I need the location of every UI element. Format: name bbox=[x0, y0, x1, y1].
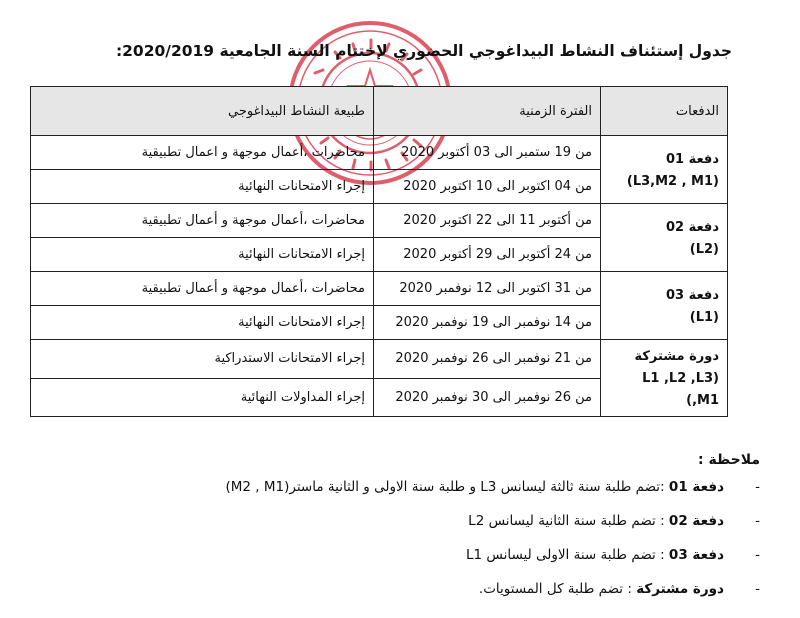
batch-cell bbox=[601, 136, 728, 204]
note-label: دفعة 01 bbox=[668, 479, 724, 495]
activity-cell: إجراء الامتحانات النهائية bbox=[31, 170, 374, 204]
list-dash: - bbox=[755, 581, 760, 597]
activity-cell: إجراء الامتحانات النهائية bbox=[31, 306, 374, 340]
batch-cell bbox=[601, 340, 728, 417]
table-header-row bbox=[31, 87, 728, 136]
notes-list bbox=[120, 470, 760, 606]
period-cell: من أكتوبر 11 الى 22 اكتوبر 2020 bbox=[374, 204, 601, 238]
list-dash: - bbox=[755, 513, 760, 529]
activity-cell: محاضرات ،أعمال موجهة و اعمال تطبيقية bbox=[31, 136, 374, 170]
table-row bbox=[31, 272, 728, 306]
activity-cell: إجراء الامتحانات النهائية bbox=[31, 238, 374, 272]
batch-levels: (L2) bbox=[689, 241, 719, 257]
list-item bbox=[120, 572, 760, 606]
batch-cell bbox=[601, 204, 728, 272]
table-row bbox=[31, 340, 728, 379]
list-item bbox=[120, 538, 760, 572]
note-label: دفعة 02 bbox=[668, 513, 724, 529]
page-title: جدول إستئناف النشاط البيداغوجي الحضوري لإختتام السنة الجامعية 2020/2019: bbox=[115, 42, 732, 60]
list-dash: - bbox=[755, 547, 760, 563]
activity-cell: محاضرات ،أعمال موجهة و أعمال تطبيقية bbox=[31, 204, 374, 238]
header-activity-type: طبيعة النشاط البيداغوجي bbox=[31, 87, 374, 136]
list-item bbox=[120, 504, 760, 538]
batch-name: دفعة 01 bbox=[665, 151, 719, 167]
period-cell: من 21 نوفمبر الى 26 نوفمبر 2020 bbox=[374, 340, 601, 379]
batch-cell bbox=[601, 272, 728, 340]
list-item bbox=[120, 470, 760, 504]
batch-name: دفعة 02 bbox=[665, 219, 719, 235]
list-dash: - bbox=[755, 479, 760, 495]
schedule-table bbox=[30, 86, 728, 417]
activity-cell: إجراء الامتحانات الاستدراكية bbox=[31, 340, 374, 379]
period-cell: من 19 ستمبر الى 03 أكتوبر 2020 bbox=[374, 136, 601, 170]
batch-levels: (L3,M2 , M1) bbox=[626, 173, 719, 189]
note-text: : تضم طلبة سنة الاولى ليسانس L1 bbox=[465, 547, 669, 563]
period-cell: من 31 اكتوبر الى 12 نوفمبر 2020 bbox=[374, 272, 601, 306]
note-label: دورة مشتركة bbox=[636, 581, 724, 597]
batch-levels: (L1) bbox=[689, 309, 719, 325]
batch-name: دورة مشتركة bbox=[634, 349, 719, 364]
notes-heading: ملاحظة : bbox=[698, 452, 760, 468]
note-text: : تضم طلبة كل المستويات. bbox=[478, 581, 637, 597]
batch-name: دفعة 03 bbox=[665, 287, 719, 303]
period-cell: من 24 أكتوبر الى 29 أكتوبر 2020 bbox=[374, 238, 601, 272]
header-period: الفترة الزمنية bbox=[374, 87, 601, 136]
table-row bbox=[31, 204, 728, 238]
header-batch: الدفعات bbox=[601, 87, 728, 136]
note-text: : تضم طلبة سنة الثانية ليسانس L2 bbox=[468, 513, 669, 529]
activity-cell: إجراء المداولات النهائية bbox=[31, 378, 374, 417]
note-label: دفعة 03 bbox=[668, 547, 724, 563]
note-text: :تضم طلبة سنة ثالثة ليسانس L3 و طلبة سنة الاولى و الثانية ماستر(M2 , M1) bbox=[225, 479, 669, 495]
activity-cell: محاضرات ،أعمال موجهة و أعمال تطبيقية bbox=[31, 272, 374, 306]
period-cell: من 26 نوفمبر الى 30 نوفمبر 2020 bbox=[374, 378, 601, 417]
batch-levels: (L1 ,L2 ,L3 ,M1) bbox=[642, 371, 719, 408]
period-cell: من 04 اكتوبر الى 10 اكتوبر 2020 bbox=[374, 170, 601, 204]
period-cell: من 14 نوفمبر الى 19 نوفمبر 2020 bbox=[374, 306, 601, 340]
table-row bbox=[31, 136, 728, 170]
